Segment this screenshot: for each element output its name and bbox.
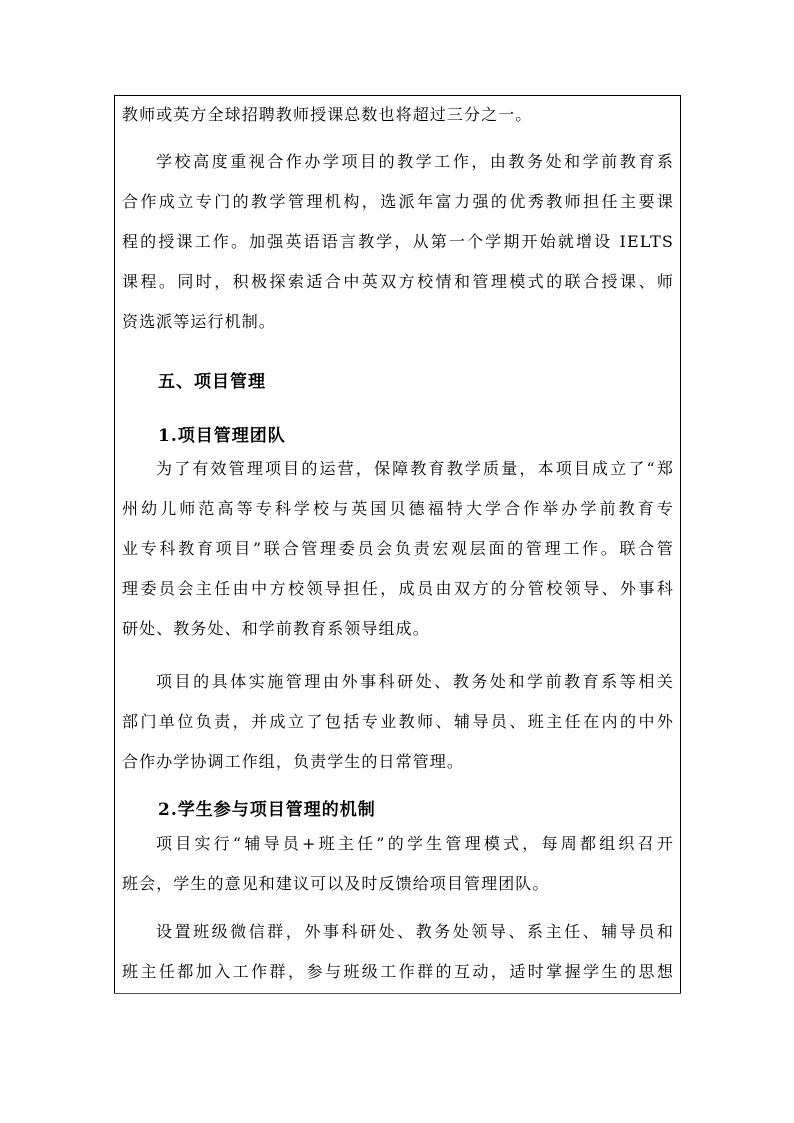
paragraph-continuation [122,95,674,135]
subsection-heading: 1.项目管理团队 [158,426,286,446]
text-line: 理委员会主任由中方校领导担任，成员由双方的分管校领导、外事科 [122,579,674,598]
text-line: 合作办学协调工作组，负责学生的日常管理。 [122,752,465,771]
section-heading: 五、项目管理 [158,372,266,392]
text-line: 研处、教务处、和学前教育系领导组成。 [122,619,430,638]
text-line: 资选派等运行机制。 [122,312,276,331]
subsection-heading: 2.学生参与项目管理的机制 [158,800,376,820]
text-line: 合作成立专门的教学管理机构，选派年富力强的优秀教师担任主要课 [122,192,674,211]
text-line: 为了有效管理项目的运营，保障教育教学质量，本项目成立了“郑 [156,459,674,478]
table-bottom-border [114,993,681,994]
text-line: 项目的具体实施管理由外事科研处、教务处和学前教育系等相关 [156,672,674,691]
text-line: 业专科教育项目”联合管理委员会负责宏观层面的管理工作。联合管 [122,539,674,558]
text-line: 州幼儿师范高等专科学校与英国贝德福特大学合作举办学前教育专 [122,499,674,518]
text-line: 学校高度重视合作办学项目的教学工作，由教务处和学前教育系 [156,152,674,171]
text-line: 项目实行“辅导员+班主任”的学生管理模式，每周都组织召开 [156,834,674,853]
paragraph-student-mechanism [122,824,674,904]
paragraph-teaching-work [122,142,674,342]
paragraph-wechat-group [122,912,674,992]
text-line: 教师或英方全球招聘教师授课总数也将超过三分之一。 [122,105,533,124]
text-line: 班会，学生的意见和建议可以及时反馈给项目管理团队。 [122,874,550,893]
text-line: 部门单位负责，并成立了包括专业教师、辅导员、班主任在内的中外 [122,712,674,731]
text-line: 程的授课工作。加强英语语言教学，从第一个学期开始就增设 IELTS [122,232,674,251]
text-line: 班主任都加入工作群，参与班级工作群的互动，适时掌握学生的思想 [122,962,674,981]
paragraph-implementation [122,662,674,782]
text-line: 设置班级微信群，外事科研处、教务处领导、系主任、辅导员和 [156,922,674,941]
text-line: 课程。同时，积极探索适合中英双方校情和管理模式的联合授课、师 [122,272,674,291]
paragraph-management-team [122,449,674,649]
